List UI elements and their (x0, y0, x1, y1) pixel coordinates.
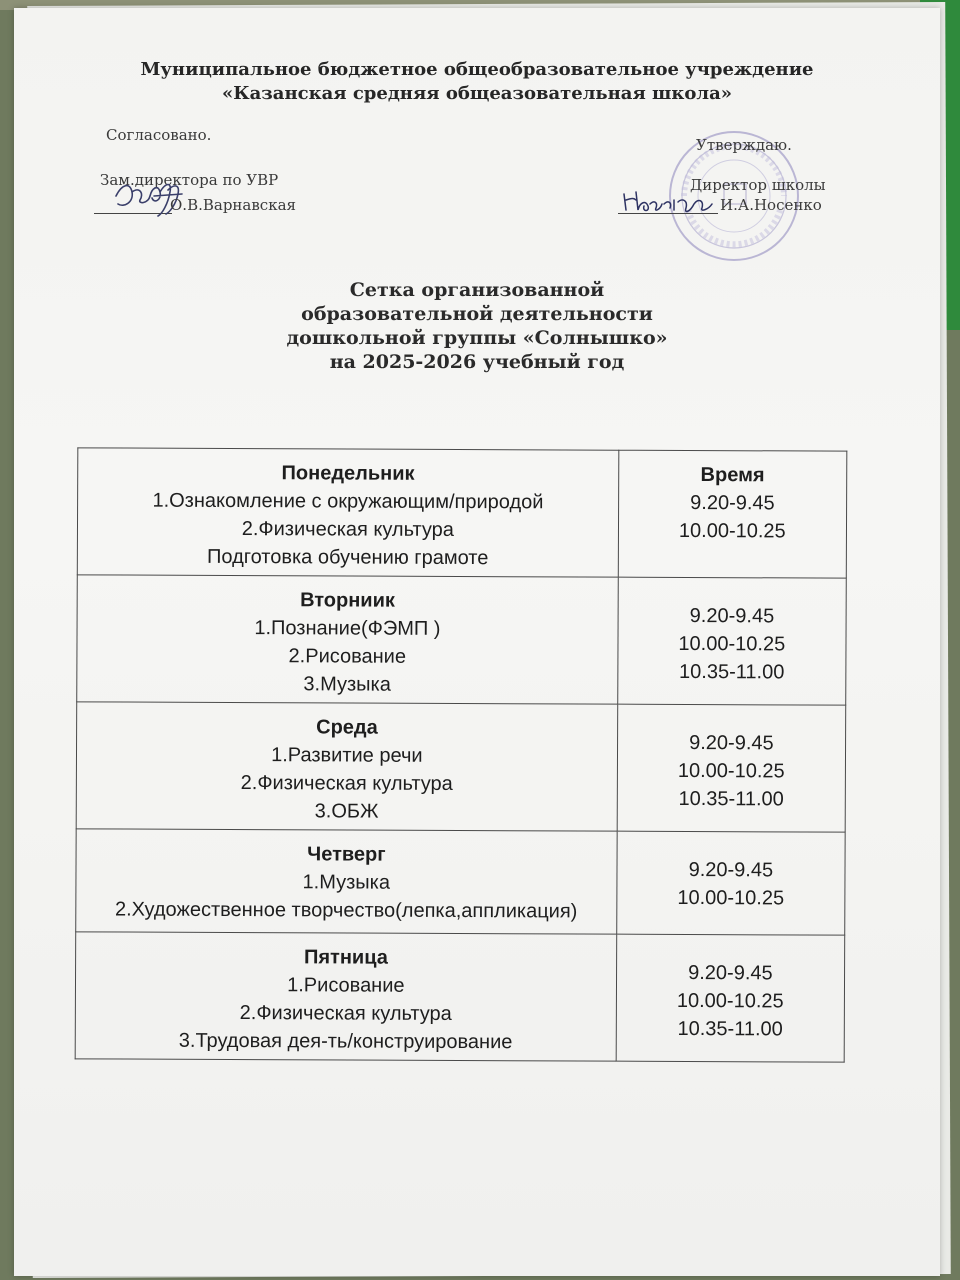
time-column-header: Время (700, 464, 765, 487)
table-row-monday (77, 448, 847, 578)
activity-item: 3.Музыка (303, 673, 391, 696)
table-row-wednesday (76, 702, 846, 832)
times-cell (617, 704, 846, 832)
day-name: Вторниик (300, 589, 395, 612)
time-slot: 10.35-11.00 (677, 1017, 783, 1041)
times-cell (618, 450, 847, 578)
director-title: Директор школы (690, 176, 826, 194)
day-name: Среда (316, 716, 378, 739)
director-name: И.А.Носенко (720, 196, 822, 214)
title-line3: дошкольной группы «Солнышко» (286, 327, 668, 349)
activity-item: 1.Рисование (287, 974, 405, 997)
day-name: Понедельник (281, 462, 415, 485)
table-row-friday (75, 932, 845, 1062)
deputy-name: О.В.Варнавская (170, 196, 296, 214)
activity-item: 1.Ознакомление с окружающим/природой (152, 489, 544, 514)
document-page (14, 8, 940, 1276)
director-signature-icon (620, 186, 716, 216)
activities-cell (77, 448, 618, 577)
time-slot: 10.00-10.25 (678, 519, 786, 543)
activity-item: Подготовка обучению грамоте (207, 545, 489, 570)
times-cell (616, 831, 845, 935)
institution-header (14, 58, 940, 106)
time-slot: 9.20-9.45 (689, 604, 775, 628)
time-slot: 9.20-9.45 (688, 858, 774, 882)
activity-item: 2.Рисование (288, 645, 407, 668)
day-name: Четверг (307, 843, 386, 866)
activity-item: 1.Развитие речи (271, 744, 423, 767)
activity-item: 2.Физическая культура (239, 1002, 452, 1025)
time-slot: 10.00-10.25 (677, 886, 785, 910)
time-slot: 10.35-11.00 (678, 787, 784, 811)
institution-name-line1: Муниципальное бюджетное общеобразовательное учреждение (140, 59, 814, 80)
title-line2: образовательной деятельности (301, 303, 653, 325)
activity-item: 1.Познание(ФЭМП ) (254, 617, 441, 640)
deputy-title: Зам.директора по УВР (100, 171, 279, 189)
approve-label: Утверждаю. (696, 136, 792, 154)
activity-item: 2.Физическая культура (241, 518, 454, 541)
time-slot: 10.00-10.25 (677, 759, 785, 783)
agreed-label: Согласовано. (106, 126, 212, 144)
table-row-tuesday (77, 575, 847, 705)
activity-item: 3.Трудовая дея-ть/конструирование (178, 1029, 513, 1054)
activity-item: 3.ОБЖ (314, 800, 379, 823)
title-line4: на 2025-2026 учебный год (329, 351, 625, 373)
activities-cell (76, 702, 617, 831)
activity-item: 1.Музыка (302, 871, 391, 894)
table-row-thursday (76, 829, 845, 935)
time-slot: 9.20-9.45 (688, 961, 773, 985)
activity-item: 2.Физическая культура (240, 772, 453, 795)
times-cell (616, 934, 845, 1062)
activities-cell (75, 932, 616, 1061)
time-slot: 10.35-11.00 (679, 660, 785, 684)
activities-cell (77, 575, 618, 704)
day-name: Пятница (303, 946, 388, 969)
time-slot: 9.20-9.45 (689, 731, 774, 755)
activity-item: 2.Художественное творчество(лепка,аппликация) (114, 898, 578, 923)
time-slot: 9.20-9.45 (690, 491, 775, 515)
institution-name-line2: «Казанская средняя общеазовательная школа» (222, 83, 732, 104)
activities-cell (76, 829, 617, 934)
document-title (14, 278, 940, 374)
times-cell (617, 577, 846, 705)
schedule-table (75, 447, 848, 1062)
time-slot: 10.00-10.25 (678, 632, 786, 656)
title-line1: Сетка организованной (349, 279, 605, 301)
time-slot: 10.00-10.25 (676, 989, 784, 1013)
